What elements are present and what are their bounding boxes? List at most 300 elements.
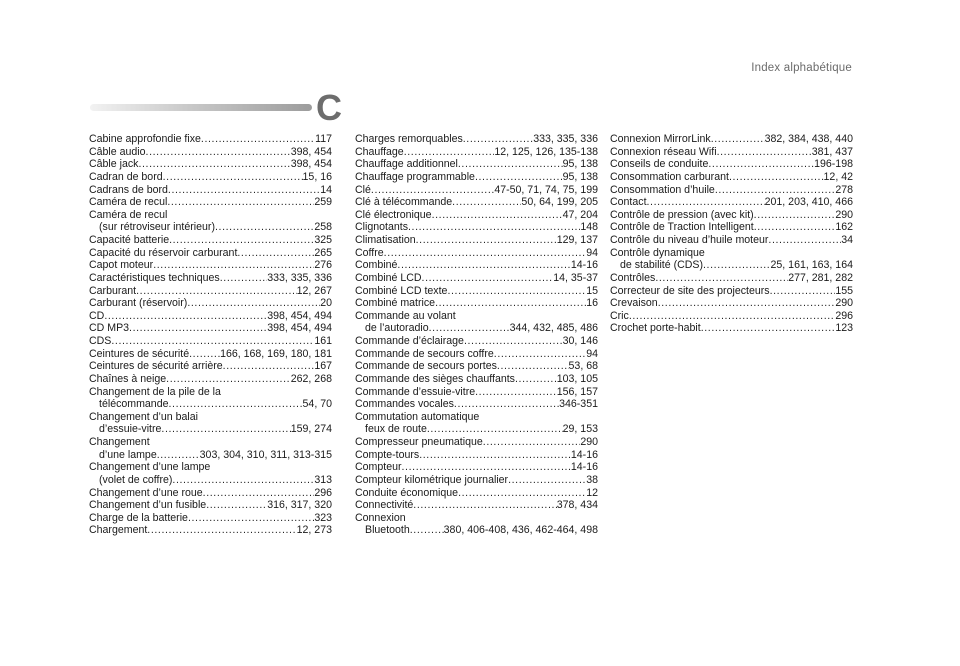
entry-term: Changement de la pile de la bbox=[89, 385, 221, 398]
dot-leader bbox=[203, 487, 315, 500]
index-line bbox=[355, 436, 598, 449]
entry-term: Caractéristiques techniques bbox=[89, 271, 220, 284]
dot-leader bbox=[422, 272, 554, 285]
dot-leader bbox=[138, 158, 290, 171]
index-subline bbox=[355, 524, 598, 537]
entry-pages: 14-16 bbox=[570, 461, 598, 474]
entry-pages: 15, 16 bbox=[302, 170, 332, 183]
entry-term: Charges remorquables bbox=[355, 133, 463, 145]
dot-leader bbox=[701, 322, 836, 335]
dot-leader bbox=[515, 373, 557, 386]
index-entry bbox=[610, 322, 853, 335]
dot-leader bbox=[427, 423, 563, 436]
entry-pages: 296 bbox=[835, 309, 853, 322]
index-entry bbox=[355, 184, 598, 197]
entry-term: Capacité batterie bbox=[89, 234, 170, 246]
index-line bbox=[89, 373, 332, 386]
index-line bbox=[89, 146, 332, 159]
index-entry bbox=[89, 234, 332, 247]
entry-pages: 346-351 bbox=[559, 398, 598, 411]
index-line bbox=[89, 360, 332, 373]
entry-pages: 333, 335, 336 bbox=[533, 133, 598, 145]
entry-pages: 303, 304, 310, 311, 313-315 bbox=[199, 448, 332, 461]
entry-term: Chauffage additionnel bbox=[355, 158, 458, 171]
index-line bbox=[89, 184, 332, 197]
dot-leader bbox=[703, 259, 771, 272]
dot-leader bbox=[458, 158, 563, 171]
index-entry bbox=[89, 411, 332, 436]
index-entry bbox=[355, 297, 598, 310]
index-line bbox=[89, 512, 332, 525]
index-entry bbox=[355, 499, 598, 512]
index-entry bbox=[89, 297, 332, 310]
index-entry bbox=[355, 449, 598, 462]
entry-pages: 277, 281, 282 bbox=[788, 271, 853, 284]
dot-leader bbox=[237, 247, 314, 260]
entry-pages: 29, 153 bbox=[562, 423, 598, 436]
index-entry bbox=[610, 209, 853, 222]
index-entry bbox=[355, 411, 598, 436]
entry-term: Commande d’essuie-vitre bbox=[355, 385, 476, 398]
entry-term: Clé à télécommande bbox=[355, 196, 453, 209]
entry-term: Câble audio bbox=[89, 145, 146, 158]
index-line bbox=[610, 297, 853, 310]
dot-leader bbox=[371, 184, 494, 197]
entry-pages: 398, 454, 494 bbox=[267, 309, 332, 322]
index-subline bbox=[89, 398, 332, 411]
index-entry bbox=[355, 487, 598, 500]
entry-pages: 201, 203, 410, 466 bbox=[764, 196, 853, 209]
entry-pages: 12, 273 bbox=[296, 524, 332, 537]
entry-term: Charge de la batterie bbox=[89, 511, 188, 524]
entry-term: Combiné LCD texte bbox=[355, 284, 448, 297]
index-entry bbox=[355, 348, 598, 361]
entry-pages: 344, 432, 485, 486 bbox=[509, 322, 598, 335]
dot-leader bbox=[153, 259, 314, 272]
dot-leader bbox=[408, 221, 580, 234]
index-entry bbox=[89, 373, 332, 386]
entry-term: Carburant bbox=[89, 284, 137, 297]
entry-term: Câble jack bbox=[89, 158, 139, 171]
entry-term: Crochet porte-habit bbox=[610, 322, 701, 335]
index-entry bbox=[610, 158, 853, 171]
dot-leader bbox=[458, 487, 586, 500]
index-entry bbox=[89, 436, 332, 461]
index-column-1 bbox=[89, 133, 332, 537]
index-line bbox=[89, 247, 332, 260]
entry-pages: 123 bbox=[835, 322, 853, 335]
entry-pages: 290 bbox=[835, 297, 853, 310]
entry-term: télécommande bbox=[99, 398, 169, 411]
index-line bbox=[355, 449, 598, 462]
index-entry bbox=[355, 209, 598, 222]
dot-leader bbox=[494, 348, 586, 361]
entry-pages: 325 bbox=[314, 234, 332, 246]
entry-pages: 382, 384, 438, 440 bbox=[764, 133, 853, 145]
entry-pages: 117 bbox=[315, 133, 332, 145]
entry-term: Conduite économique bbox=[355, 486, 459, 499]
entry-pages: 12, 42 bbox=[823, 170, 853, 183]
entry-pages: 398, 454, 494 bbox=[267, 322, 332, 335]
running-head: Index alphabétique bbox=[751, 62, 852, 74]
entry-pages: 47-50, 71, 74, 75, 199 bbox=[494, 183, 598, 196]
index-entry bbox=[355, 474, 598, 487]
index-line bbox=[610, 310, 853, 323]
dot-leader bbox=[147, 524, 296, 537]
entry-term: Compte-tours bbox=[355, 448, 420, 461]
index-entry bbox=[355, 272, 598, 285]
entry-term: Contrôles bbox=[610, 271, 656, 284]
entry-pages: 95, 138 bbox=[562, 158, 598, 171]
dot-leader bbox=[410, 524, 444, 537]
entry-term: Capacité du réservoir carburant bbox=[89, 246, 238, 259]
index-subline bbox=[355, 423, 598, 436]
dot-leader bbox=[754, 209, 836, 222]
dot-leader bbox=[169, 234, 314, 247]
index-line bbox=[355, 373, 598, 386]
entry-term: Compteur bbox=[355, 461, 402, 474]
entry-pages: 155 bbox=[835, 284, 853, 297]
entry-term: CD bbox=[89, 309, 105, 322]
index-line bbox=[355, 474, 598, 487]
entry-term: Chargement bbox=[89, 524, 148, 537]
dot-leader bbox=[187, 297, 320, 310]
index-entry bbox=[355, 196, 598, 209]
entry-pages: 159, 274 bbox=[290, 423, 332, 436]
index-line bbox=[355, 221, 598, 234]
dot-leader bbox=[402, 461, 571, 474]
entry-pages: 14-16 bbox=[570, 259, 598, 272]
index-entry bbox=[89, 499, 332, 512]
index-entry bbox=[89, 146, 332, 159]
entry-term: Ceintures de sécurité arrière bbox=[89, 360, 223, 373]
index-entry bbox=[610, 196, 853, 209]
dot-leader bbox=[432, 209, 563, 222]
index-line bbox=[89, 234, 332, 247]
entry-pages: 148 bbox=[580, 221, 598, 234]
entry-term: Commande au volant bbox=[355, 309, 456, 322]
entry-term: Cric bbox=[610, 309, 629, 322]
index-line bbox=[355, 158, 598, 171]
dot-leader bbox=[161, 423, 290, 436]
index-line bbox=[610, 184, 853, 197]
dot-leader bbox=[708, 158, 814, 171]
entry-term: Ceintures de sécurité bbox=[89, 347, 190, 360]
entry-pages: 278 bbox=[835, 183, 853, 196]
index-entry bbox=[89, 259, 332, 272]
entry-pages: 94 bbox=[586, 246, 598, 259]
entry-term: Changement d’une lampe bbox=[89, 461, 211, 474]
index-column-2 bbox=[355, 133, 598, 537]
index-entry bbox=[610, 221, 853, 234]
entry-pages: 12, 267 bbox=[296, 284, 332, 297]
entry-term: Clé électronique bbox=[355, 208, 432, 221]
dot-leader bbox=[419, 449, 571, 462]
entry-term: Correcteur de site des projecteurs bbox=[610, 284, 770, 297]
index-line bbox=[610, 234, 853, 247]
entry-pages: 14, 35-37 bbox=[553, 271, 598, 284]
dot-leader bbox=[188, 512, 314, 525]
index-line bbox=[355, 184, 598, 197]
dot-leader bbox=[413, 499, 556, 512]
entry-pages: 167 bbox=[314, 360, 332, 373]
dot-leader bbox=[768, 234, 841, 247]
index-entry bbox=[89, 310, 332, 323]
index-entry bbox=[355, 310, 598, 335]
entry-term: Carburant (réservoir) bbox=[89, 297, 188, 310]
index-line bbox=[89, 285, 332, 298]
index-line bbox=[89, 335, 332, 348]
dot-leader bbox=[215, 221, 314, 234]
entry-pages: 380, 406-408, 436, 462-464, 498 bbox=[443, 524, 598, 537]
index-subline bbox=[89, 474, 332, 487]
index-entry bbox=[89, 461, 332, 486]
dot-leader bbox=[447, 285, 586, 298]
entry-term: Combiné LCD bbox=[355, 271, 422, 284]
entry-term: Combiné matrice bbox=[355, 297, 436, 310]
entry-term: Commutation automatique bbox=[355, 410, 480, 423]
entry-term: Changement d’une roue bbox=[89, 486, 203, 499]
entry-term: Cadrans de bord bbox=[89, 183, 168, 196]
index-line bbox=[610, 209, 853, 222]
index-entry bbox=[610, 297, 853, 310]
dot-leader bbox=[129, 322, 267, 335]
dot-leader bbox=[168, 184, 320, 197]
dot-leader bbox=[166, 373, 291, 386]
index-entry bbox=[89, 512, 332, 525]
entry-term: Contrôle de Traction Intelligent bbox=[610, 221, 754, 234]
entry-term: Commande des sièges chauffants bbox=[355, 372, 515, 385]
index-entry bbox=[355, 335, 598, 348]
entry-pages: 166, 168, 169, 180, 181 bbox=[220, 347, 332, 360]
index-line bbox=[355, 297, 598, 310]
entry-pages: 398, 454 bbox=[290, 145, 332, 158]
index-line bbox=[89, 259, 332, 272]
index-line bbox=[355, 411, 598, 424]
index-entry bbox=[355, 360, 598, 373]
entry-term: Climatisation bbox=[355, 234, 416, 246]
entry-term: Compresseur pneumatique bbox=[355, 436, 483, 448]
index-line bbox=[355, 461, 598, 474]
index-line bbox=[89, 133, 332, 146]
entry-pages: 296 bbox=[314, 486, 332, 499]
entry-pages: 129, 137 bbox=[556, 234, 598, 246]
dot-leader bbox=[189, 348, 220, 361]
entry-term: Crevaison bbox=[610, 297, 658, 310]
entry-term: Consommation carburant bbox=[610, 170, 729, 183]
entry-pages: 276 bbox=[314, 259, 332, 272]
entry-term: (volet de coffre) bbox=[99, 473, 173, 486]
index-entry bbox=[89, 360, 332, 373]
index-line bbox=[355, 499, 598, 512]
entry-pages: 161 bbox=[314, 335, 332, 347]
index-entry bbox=[355, 221, 598, 234]
dot-leader bbox=[435, 297, 586, 310]
entry-term: Bluetooth bbox=[365, 524, 410, 537]
index-line bbox=[355, 386, 598, 399]
index-subline bbox=[89, 221, 332, 234]
index-line bbox=[89, 487, 332, 500]
index-line bbox=[89, 499, 332, 512]
entry-term: d’essuie-vitre bbox=[99, 423, 162, 436]
index-line bbox=[89, 272, 332, 285]
index-entry bbox=[355, 461, 598, 474]
index-line bbox=[89, 348, 332, 361]
entry-term: Contrôle du niveau d’huile moteur bbox=[610, 234, 769, 246]
index-entry bbox=[89, 524, 332, 537]
dot-leader bbox=[111, 335, 314, 348]
index-subline bbox=[355, 322, 598, 335]
dot-leader bbox=[464, 335, 563, 348]
index-line bbox=[610, 146, 853, 159]
index-line bbox=[610, 196, 853, 209]
index-entry bbox=[355, 259, 598, 272]
entry-pages: 290 bbox=[835, 208, 853, 221]
index-entry bbox=[610, 184, 853, 197]
dot-leader bbox=[629, 310, 835, 323]
entry-pages: 54, 70 bbox=[302, 398, 332, 411]
index-entry bbox=[355, 512, 598, 537]
entry-term: Chauffage bbox=[355, 145, 404, 158]
entry-pages: 196-198 bbox=[814, 158, 853, 171]
dot-leader bbox=[384, 247, 587, 260]
index-line bbox=[610, 158, 853, 171]
entry-pages: 162 bbox=[835, 221, 853, 234]
index-line bbox=[89, 386, 332, 399]
index-subline bbox=[89, 449, 332, 462]
index-entry bbox=[610, 272, 853, 285]
entry-term: Cabine approfondie fixe bbox=[89, 133, 201, 145]
entry-term: Connexion MirrorLink bbox=[610, 133, 711, 145]
dot-leader bbox=[452, 196, 521, 209]
index-entry bbox=[355, 247, 598, 260]
index-line bbox=[610, 322, 853, 335]
index-entry bbox=[355, 234, 598, 247]
entry-term: Compteur kilométrique journalier bbox=[355, 473, 509, 486]
index-line bbox=[89, 310, 332, 323]
index-entry bbox=[610, 171, 853, 184]
dot-leader bbox=[717, 146, 812, 159]
index-line bbox=[355, 234, 598, 247]
index-entry bbox=[89, 158, 332, 171]
index-line bbox=[355, 209, 598, 222]
entry-pages: 25, 161, 163, 164 bbox=[770, 259, 853, 272]
index-entry bbox=[610, 234, 853, 247]
index-line bbox=[89, 524, 332, 537]
dot-leader bbox=[754, 221, 836, 234]
entry-pages: 290 bbox=[580, 436, 598, 448]
index-line bbox=[610, 133, 853, 146]
entry-term: Capot moteur bbox=[89, 259, 154, 272]
entry-term: Commandes vocales bbox=[355, 398, 454, 411]
index-line bbox=[355, 360, 598, 373]
entry-term: Caméra de recul bbox=[89, 208, 168, 221]
entry-pages: 262, 268 bbox=[290, 372, 332, 385]
dot-leader bbox=[206, 499, 267, 512]
entry-pages: 50, 64, 199, 205 bbox=[521, 196, 598, 209]
index-line bbox=[89, 158, 332, 171]
index-entry bbox=[89, 209, 332, 234]
entry-term: Coffre bbox=[355, 246, 384, 259]
dot-leader bbox=[770, 285, 836, 298]
index-line bbox=[355, 171, 598, 184]
index-entry bbox=[355, 386, 598, 399]
index-line bbox=[610, 272, 853, 285]
entry-term: de stabilité (CDS) bbox=[620, 259, 704, 272]
index-line bbox=[355, 259, 598, 272]
entry-term: Chauffage programmable bbox=[355, 170, 475, 183]
index-subline bbox=[610, 259, 853, 272]
index-entry bbox=[89, 247, 332, 260]
dot-leader bbox=[508, 474, 586, 487]
entry-pages: 103, 105 bbox=[556, 372, 598, 385]
index-entry bbox=[89, 487, 332, 500]
dot-leader bbox=[729, 171, 824, 184]
entry-pages: 95, 138 bbox=[562, 170, 598, 183]
dot-leader bbox=[404, 146, 495, 159]
entry-term: Connectivité bbox=[355, 499, 414, 512]
entry-pages: 34 bbox=[841, 234, 853, 246]
index-line bbox=[355, 487, 598, 500]
index-entry bbox=[89, 184, 332, 197]
entry-term: (sur rétroviseur intérieur) bbox=[99, 221, 215, 234]
entry-term: Cadran de bord bbox=[89, 170, 163, 183]
entry-pages: 258 bbox=[314, 221, 332, 234]
dot-leader bbox=[416, 234, 557, 247]
index-entry bbox=[355, 285, 598, 298]
entry-term: feux de route bbox=[365, 423, 427, 436]
entry-pages: 14 bbox=[320, 183, 332, 196]
entry-pages: 156, 157 bbox=[556, 385, 598, 398]
entry-pages: 265 bbox=[314, 246, 332, 259]
index-line bbox=[355, 133, 598, 146]
dot-leader bbox=[397, 259, 570, 272]
index-line bbox=[355, 247, 598, 260]
entry-term: Contrôle de pression (avec kit) bbox=[610, 208, 754, 221]
dot-leader bbox=[220, 272, 267, 285]
entry-pages: 20 bbox=[320, 297, 332, 310]
dot-leader bbox=[201, 133, 315, 146]
entry-pages: 316, 317, 320 bbox=[267, 499, 332, 512]
index-line bbox=[355, 512, 598, 525]
index-entry bbox=[89, 272, 332, 285]
dot-leader bbox=[172, 474, 314, 487]
index-line bbox=[355, 348, 598, 361]
index-line bbox=[610, 285, 853, 298]
index-entry bbox=[610, 146, 853, 159]
index-entry bbox=[610, 285, 853, 298]
index-line bbox=[89, 297, 332, 310]
index-line bbox=[89, 461, 332, 474]
dot-leader bbox=[715, 184, 835, 197]
entry-pages: 333, 335, 336 bbox=[267, 271, 332, 284]
entry-term: Changement bbox=[89, 436, 150, 448]
index-entry bbox=[89, 386, 332, 411]
dot-leader bbox=[169, 398, 303, 411]
index-entry bbox=[89, 171, 332, 184]
entry-term: Connexion bbox=[355, 511, 406, 524]
index-line bbox=[355, 335, 598, 348]
index-entry bbox=[355, 373, 598, 386]
index-line bbox=[89, 322, 332, 335]
index-entry bbox=[89, 133, 332, 146]
entry-term: Commande d’éclairage bbox=[355, 335, 464, 347]
index-entry bbox=[355, 171, 598, 184]
entry-pages: 53, 68 bbox=[568, 360, 598, 373]
entry-pages: 15 bbox=[586, 284, 598, 297]
dot-leader bbox=[483, 436, 581, 449]
index-line bbox=[355, 272, 598, 285]
